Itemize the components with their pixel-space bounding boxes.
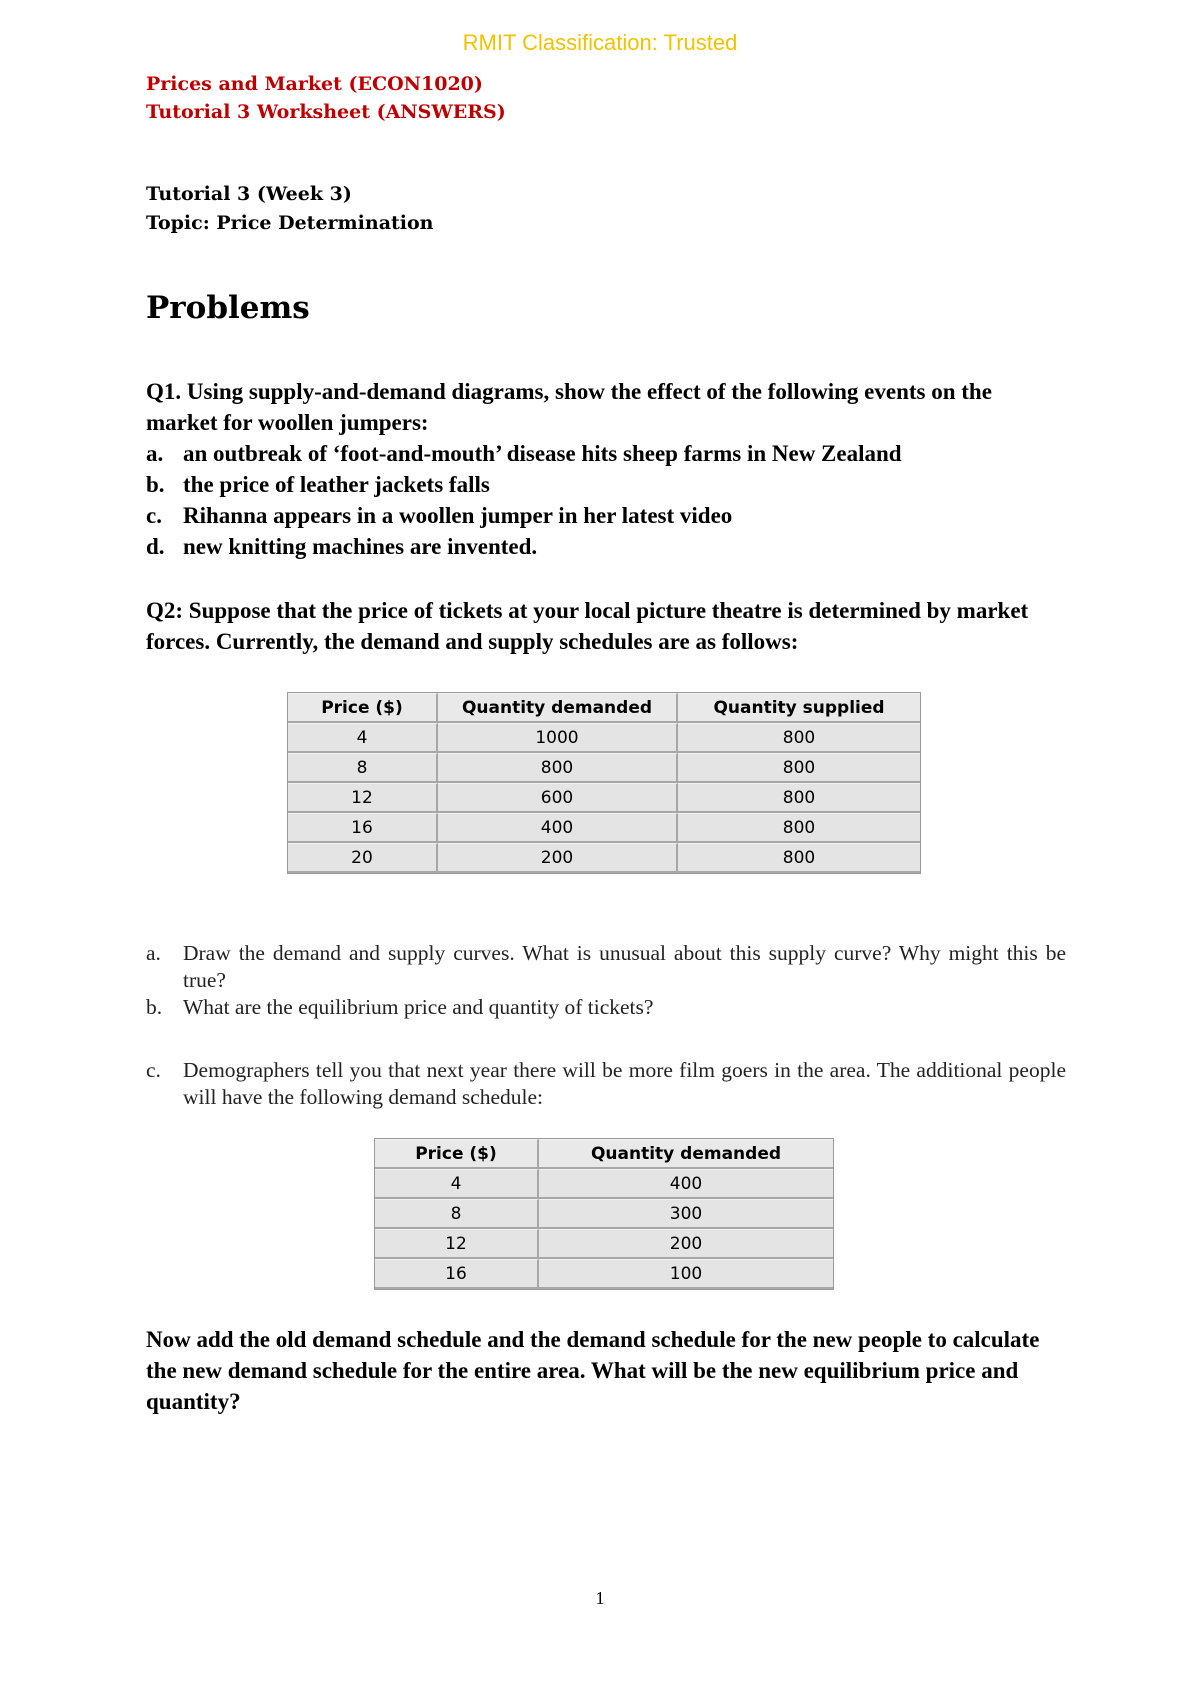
- table-cell: 200: [438, 843, 678, 873]
- table-header: Quantity supplied: [678, 693, 920, 723]
- question-2-text: Q2: Suppose that the price of tickets at your local picture theatre is determined by market forces. Currently, the demand and supply schedules are as follows:: [146, 598, 1029, 654]
- tutorial-week: Tutorial 3 (Week 3): [146, 183, 352, 205]
- table-header: Price ($): [288, 693, 438, 723]
- course-header: [146, 70, 506, 126]
- table-cell: 12: [288, 783, 438, 813]
- table-cell: 4: [288, 723, 438, 753]
- table-cell: 100: [539, 1259, 833, 1289]
- classification-label: RMIT Classification: Trusted: [462, 30, 738, 55]
- table-cell: 12: [375, 1229, 539, 1259]
- table-row: [288, 753, 920, 783]
- table-cell: 16: [375, 1259, 539, 1289]
- question-1-list: [146, 438, 1066, 562]
- table-cell: 16: [288, 813, 438, 843]
- table-cell: 800: [678, 783, 920, 813]
- table-header-row: [375, 1139, 833, 1169]
- question-1-text: Q1. Using supply-and-demand diagrams, show the effect of the following events on the market for woollen jumpers:: [146, 379, 992, 435]
- worksheet-title: Tutorial 3 Worksheet (ANSWERS): [146, 101, 506, 123]
- table-cell: 800: [678, 723, 920, 753]
- table-cell: 800: [678, 813, 920, 843]
- table-cell: 800: [438, 753, 678, 783]
- additional-demand-table: [374, 1138, 834, 1290]
- table-cell: 20: [288, 843, 438, 873]
- table-row: [288, 813, 920, 843]
- table-cell: 4: [375, 1169, 539, 1199]
- table-header: Quantity demanded: [539, 1139, 833, 1169]
- table-cell: 300: [539, 1199, 833, 1229]
- table-header: Quantity demanded: [438, 693, 678, 723]
- table-cell: 400: [539, 1169, 833, 1199]
- question-2-parts-ab: [146, 940, 1066, 1021]
- question-2-final-instruction: Now add the old demand schedule and the demand schedule for the new people to calculate the new demand schedule for the entire area. What will be the new equilibrium price and quantity?: [146, 1327, 1040, 1414]
- table-header-row: [288, 693, 920, 723]
- table-cell: 1000: [438, 723, 678, 753]
- table-row: [288, 723, 920, 753]
- table-cell: 800: [678, 843, 920, 873]
- question-1: [146, 376, 1066, 562]
- table-row: [375, 1199, 833, 1229]
- table-cell: 600: [438, 783, 678, 813]
- list-item: b. the price of leather jackets falls: [146, 472, 490, 497]
- page-number: 1: [595, 1588, 605, 1608]
- table-row: [375, 1229, 833, 1259]
- table-row: [288, 843, 920, 873]
- tutorial-info: [146, 180, 434, 238]
- question-2-part-c: c. Demographers tell you that next year there will be more film goers in the area. The additional people will have the following demand schedule:: [146, 1058, 1066, 1109]
- table-header: Price ($): [375, 1139, 539, 1169]
- table-cell: 400: [438, 813, 678, 843]
- list-item: d. new knitting machines are invented.: [146, 534, 538, 559]
- section-heading: Problems: [146, 290, 310, 326]
- list-item: a. an outbreak of ‘foot-and-mouth’ disease hits sheep farms in New Zealand: [146, 441, 902, 466]
- question-2-part-b: b. What are the equilibrium price and quantity of tickets?: [146, 995, 654, 1019]
- table-cell: 200: [539, 1229, 833, 1259]
- table-row: [375, 1169, 833, 1199]
- table-row: [288, 783, 920, 813]
- list-item: c. Rihanna appears in a woollen jumper in her latest video: [146, 503, 733, 528]
- table-row: [375, 1259, 833, 1289]
- tutorial-topic: Topic: Price Determination: [146, 212, 434, 234]
- table-cell: 8: [288, 753, 438, 783]
- table-cell: 8: [375, 1199, 539, 1229]
- course-title: Prices and Market (ECON1020): [146, 73, 483, 95]
- supply-demand-table: [287, 692, 921, 874]
- question-2-part-a: a. Draw the demand and supply curves. What is unusual about this supply curve? Why might this be true?: [146, 941, 1066, 992]
- table-cell: 800: [678, 753, 920, 783]
